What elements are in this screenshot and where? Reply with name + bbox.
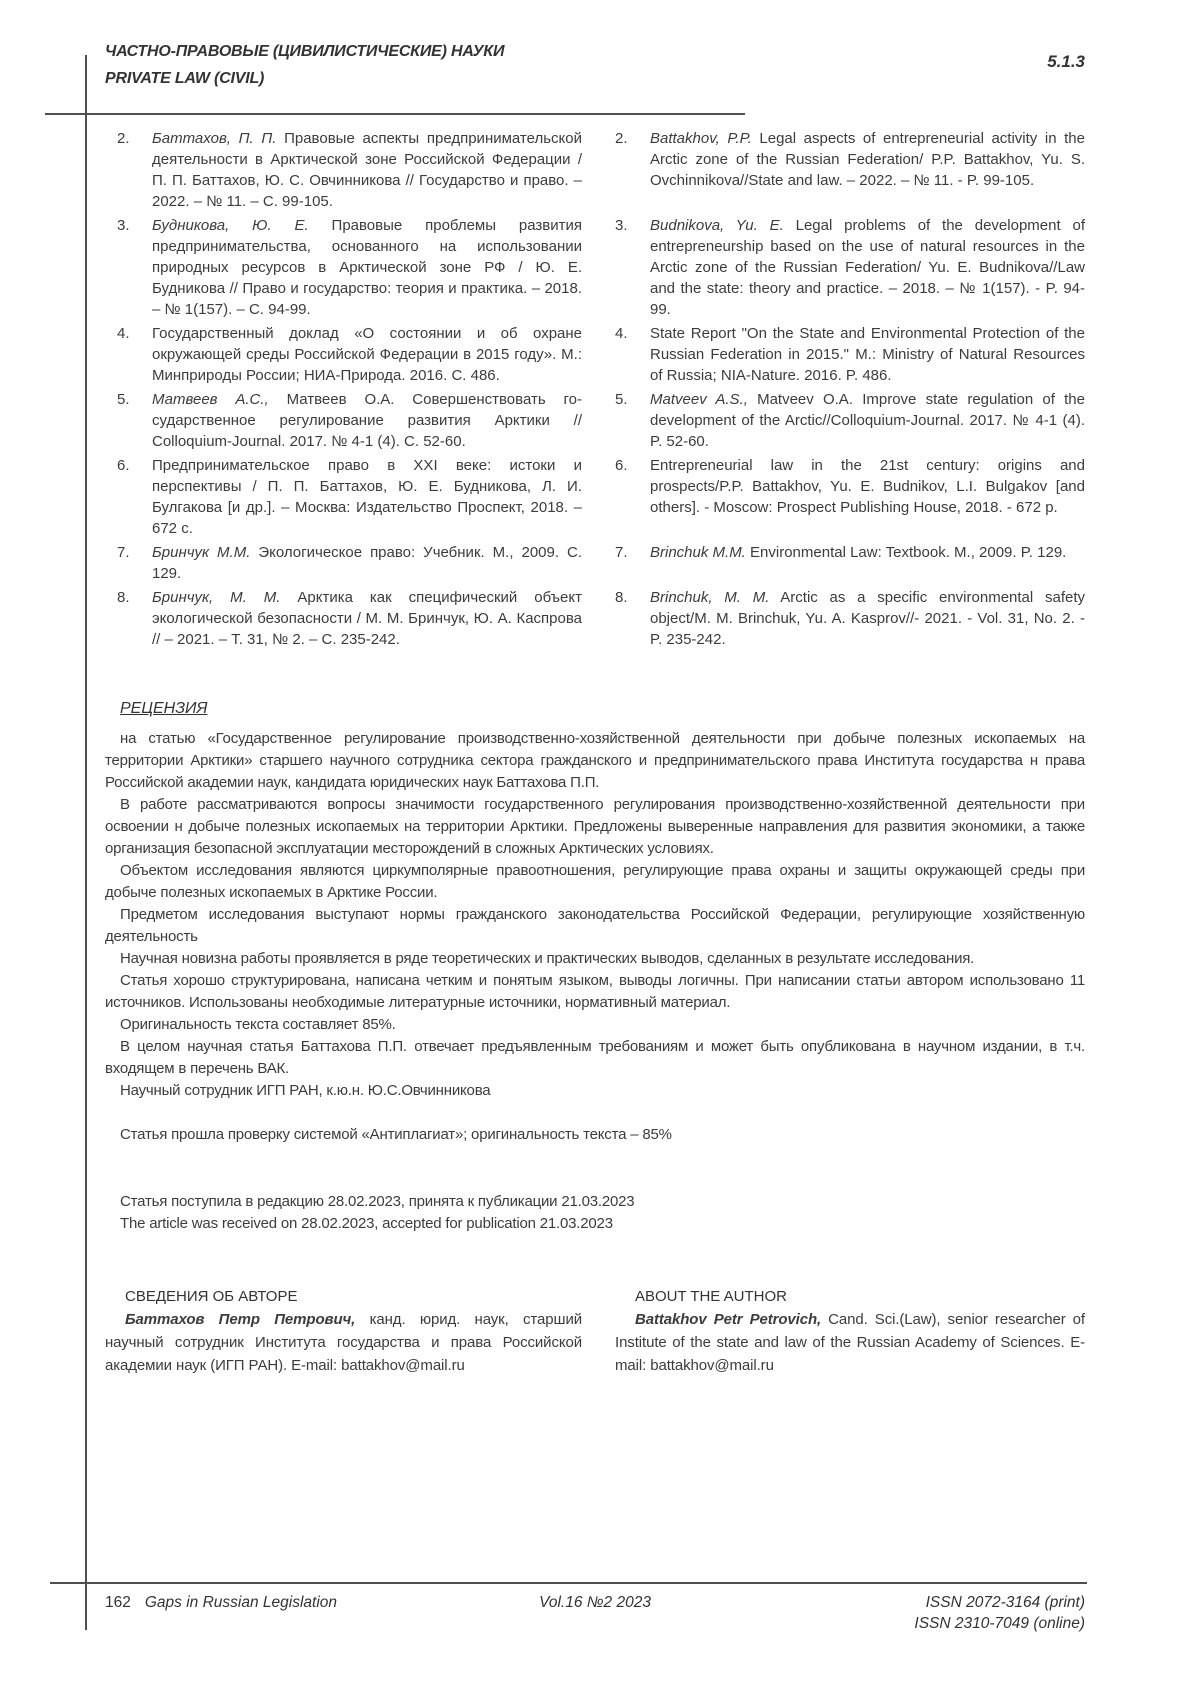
reference-number: 6. [615, 457, 628, 474]
reference-number: 3. [117, 217, 130, 234]
about-author-text-ru [105, 1308, 582, 1377]
reference-body-en: Matveev O.A. Improve state regulation of the development of the Arctic//Colloquium-Journal. 2017. № 4-1 (4). P. 52-60. [650, 391, 1085, 450]
about-author-ru [105, 1285, 582, 1377]
reference-en [615, 542, 1085, 584]
review-paragraph: Предметом исследования выступают нормы гражданского законодательства Российской Федерации, регулирующие хозяйственную деятельность [105, 906, 1085, 945]
issue-info: Vol.16 №2 2023 [539, 1594, 651, 1611]
review-paragraph: на статью «Государственное регулирование производственно-хозяйственной деятельности при добыче полезных ископаемых на территории Арктики» старшего научного сотрудника сектора гражданского и предпринимательского права Института государства н права Российской академии наук, кандидата юридических наук Баттахова П.П. [105, 730, 1085, 791]
reference-ru [105, 542, 582, 584]
page-body [105, 128, 1085, 1377]
reference-author-ru: Баттахов, П. П. [152, 130, 277, 147]
received-date-en: The article was received on 28.02.2023, accepted for publication 21.03.2023 [120, 1215, 613, 1232]
reference-ru [105, 587, 582, 650]
reference-ru [105, 128, 582, 212]
author-details-ru: канд. юрид. наук, старший научный сотрудник Института государства и права Российской академии наук (ИГП РАН). E-mail: battakhov@mail.ru [105, 1311, 582, 1374]
reference-body-ru: Правовые проблемы развития предпринимательства, основанного на использовании природных ресурсов в Арктической зоне РФ / Ю. Е. Будникова // Право и государство: теория и практика. – 2018. – № 1(157). – С. 94-99. [152, 217, 582, 318]
reference-ru [105, 455, 582, 539]
reference-author-ru: Матвеев А.С., [152, 391, 269, 408]
issn-print: ISSN 2072-3164 (print) [925, 1594, 1086, 1611]
about-author-heading-ru: СВЕДЕНИЯ ОБ АВТОРЕ [125, 1288, 298, 1305]
review-paragraph: Объектом исследования являются циркумполярные правоотношения, регулирующие права охраны и защиты окружающей среды при добыче полезных ископаемых в Арктике России. [105, 862, 1085, 901]
reference-row [105, 323, 1085, 386]
reference-body-en: Environmental Law: Textbook. M., 2009. P. 129. [745, 544, 1067, 561]
reference-text-en [650, 128, 1085, 212]
reference-number: 7. [117, 544, 130, 561]
about-author-en [615, 1285, 1085, 1377]
author-name-en: Battakhov Petr Petrovich, [635, 1311, 822, 1328]
reference-author-ru: Бринчук, М. М. [152, 589, 281, 606]
reference-author-ru: Будникова, Ю. Е. [152, 217, 309, 234]
reference-body-en: Legal aspects of entrepreneurial activity in the Arctic zone of the Russian Federation/ P.P. Battakhov, Yu. S. Ovchinnikova//State and law. – 2022. – № 11. - P. 99-105. [650, 130, 1085, 189]
reference-text-ru [152, 542, 582, 584]
section-title-en: PRIVATE LAW (CIVIL) [105, 70, 265, 87]
reference-number: 8. [615, 589, 628, 606]
reference-row [105, 455, 1085, 539]
reference-text-en [650, 455, 1085, 539]
footer-left [105, 1592, 432, 1634]
reference-text-ru [152, 455, 582, 539]
reference-en [615, 215, 1085, 320]
review-paragraph: В работе рассматриваются вопросы значимости государственного регулирования производственно-хозяйственной деятельности при освоении н добыче полезных ископаемых на территории Арктики. Предложены выверенные направления для развития экономики, а также организация безопасной эксплуатации месторождений в сложных Арктических условиях. [105, 796, 1085, 857]
reference-body-en: Entrepreneurial law in the 21st century: origins and prospects/P.P. Battakhov, Yu. E. Budnikov, L.I. Bulgakov [and others]. - Moscow: Prospect Publishing House, 2018. - 672 p. [650, 457, 1085, 516]
reference-en [615, 128, 1085, 212]
received-date-ru: Статья поступила в редакцию 28.02.2023, принята к публикации 21.03.2023 [120, 1193, 635, 1210]
reference-body-ru: Экологическое право: Учебник. М., 2009. С. 129. [152, 544, 583, 582]
reference-number: 4. [615, 325, 628, 342]
author-details-en: Cand. Sci.(Law), senior researcher of Institute of the state and law of the Russian Academy of Sciences. E-mail: battakhov@mail.ru [615, 1311, 1085, 1374]
reference-ru [105, 323, 582, 386]
reference-number: 5. [117, 391, 130, 408]
reference-text-en [650, 215, 1085, 320]
page-footer [105, 1592, 1085, 1634]
review-heading: РЕЦЕНЗИЯ [120, 700, 208, 717]
reference-text-ru [152, 128, 582, 212]
reference-text-ru [152, 215, 582, 320]
issn-online: ISSN 2310-7049 (online) [914, 1615, 1086, 1632]
reference-body-ru: Государственный доклад «О состоянии и об охране окружающей среды Российской Федерации в 2015 году». М.: Минприроды России; НИА-Природа. 2016. С. 486. [152, 325, 582, 384]
plagiarism-note: Статья прошла проверку системой «Антиплагиат»; оригинальность текста – 85% [120, 1126, 672, 1143]
header-rule [45, 113, 745, 115]
reference-author-en: Brinchuk, M. M. [650, 589, 770, 606]
reference-row [105, 389, 1085, 452]
reference-body-ru: Предпринимательское право в XXI веке: истоки и перспективы / П. П. Баттахов, Ю. Е. Будникова, Л. И. Булгакова [и др.]. – Москва: Издательство Проспект, 2018. – 672 с. [152, 457, 582, 537]
review-paragraph: Научная новизна работы проявляется в ряде теоретических и практических выводов, сделанных в результате исследования. [120, 950, 975, 967]
reference-number: 4. [117, 325, 130, 342]
reference-text-ru [152, 389, 582, 452]
reference-author-en: Brinchuk M.M. [650, 544, 746, 561]
reference-body-en: Arctic as a specific environmental safety object/M. M. Brinchuk, Yu. A. Kasprov//- 2021. - Vol. 31, No. 2. - P. 235-242. [650, 589, 1085, 648]
reference-en [615, 587, 1085, 650]
reference-author-en: Matveev A.S., [650, 391, 748, 408]
footer-rule [50, 1582, 1087, 1584]
page-header [105, 38, 1085, 92]
reference-body-ru: Правовые аспекты предпринимательской деятельности в Арктической зоне Российской Федерации / П. П. Баттахов, Ю. С. Овчинникова // Государство и право. – 2022. – № 11. – С. 99-105. [152, 130, 582, 210]
reference-number: 2. [117, 130, 130, 147]
reference-ru [105, 389, 582, 452]
journal-title: Gaps in Russian Legislation [144, 1594, 338, 1611]
reference-body-en: Legal problems of the development of entrepreneurship based on the use of natural resources in the Arctic zone of the Russian Federation/ Yu. E. Budnikova//Law and the state: theory and practice. – 2018. – № 1(157). - P. 94-99. [650, 217, 1085, 318]
author-name-ru: Баттахов Петр Петрович, [125, 1311, 356, 1328]
reference-number: 2. [615, 130, 628, 147]
reference-number: 5. [615, 391, 628, 408]
references-list [105, 128, 1085, 650]
reference-en [615, 389, 1085, 452]
reference-en [615, 455, 1085, 539]
reference-text-en [650, 389, 1085, 452]
reference-row [105, 128, 1085, 212]
reference-number: 7. [615, 544, 628, 561]
about-author-text-en [615, 1308, 1085, 1377]
reference-body-en: State Report "On the State and Environmental Protection of the Russian Federation in 2015." M.: Ministry of Natural Resources of Russia; NIA-Nature. 2016. P. 486. [650, 325, 1085, 384]
review-section [105, 698, 1085, 1235]
reference-body-ru: Арктика как специфический объект экологической безопасности / М. М. Бринчук, Ю. А. Каспрова // – 2021. – Т. 31, № 2. – С. 235-242. [152, 589, 582, 648]
review-paragraph: Оригинальность текста составляет 85%. [120, 1016, 396, 1033]
reference-text-en [650, 542, 1085, 584]
issn-block [758, 1592, 1085, 1634]
section-titles [105, 38, 504, 92]
reference-text-ru [152, 323, 582, 386]
review-paragraph: В целом научная статья Баттахова П.П. отвечает предъявленным требованиям и может быть опубликована в научном издании, в т.ч. входящем в перечень ВАК. [105, 1038, 1085, 1077]
reference-number: 8. [117, 589, 130, 606]
reference-author-ru: Бринчук М.М. [152, 544, 251, 561]
reference-ru [105, 215, 582, 320]
reference-text-ru [152, 587, 582, 650]
reference-number: 3. [615, 217, 628, 234]
about-author-section [105, 1285, 1085, 1377]
reference-author-en: Budnikova, Yu. E. [650, 217, 784, 234]
section-title-ru: ЧАСТНО-ПРАВОВЫЕ (ЦИВИЛИСТИЧЕСКИЕ) НАУКИ [105, 43, 505, 60]
section-code: 5.1.3 [1047, 52, 1085, 71]
reference-row [105, 215, 1085, 320]
reference-text-en [650, 323, 1085, 386]
review-signature: Научный сотрудник ИГП РАН, к.ю.н. Ю.С.Овчинникова [120, 1082, 491, 1099]
reference-number: 6. [117, 457, 130, 474]
review-paragraph: Статья хорошо структурирована, написана четким и понятым языком, выводы логичны. При написании статьи автором использовано 11 источников. Использованы необходимые литературные источники, нормативный материал. [105, 972, 1085, 1011]
reference-author-en: Battakhov, P.P. [650, 130, 752, 147]
reference-row [105, 542, 1085, 584]
reference-en [615, 323, 1085, 386]
left-margin-rule [85, 55, 87, 1630]
reference-text-en [650, 587, 1085, 650]
about-author-heading-en: ABOUT THE AUTHOR [635, 1288, 787, 1305]
page-number: 162 [105, 1594, 131, 1611]
reference-row [105, 587, 1085, 650]
reference-body-ru: Матвеев О.А. Совершенствовать государственное регулирование развития Арктики // Colloquium-Journal. 2017. № 4-1 (4). С. 52-60. [152, 391, 582, 450]
